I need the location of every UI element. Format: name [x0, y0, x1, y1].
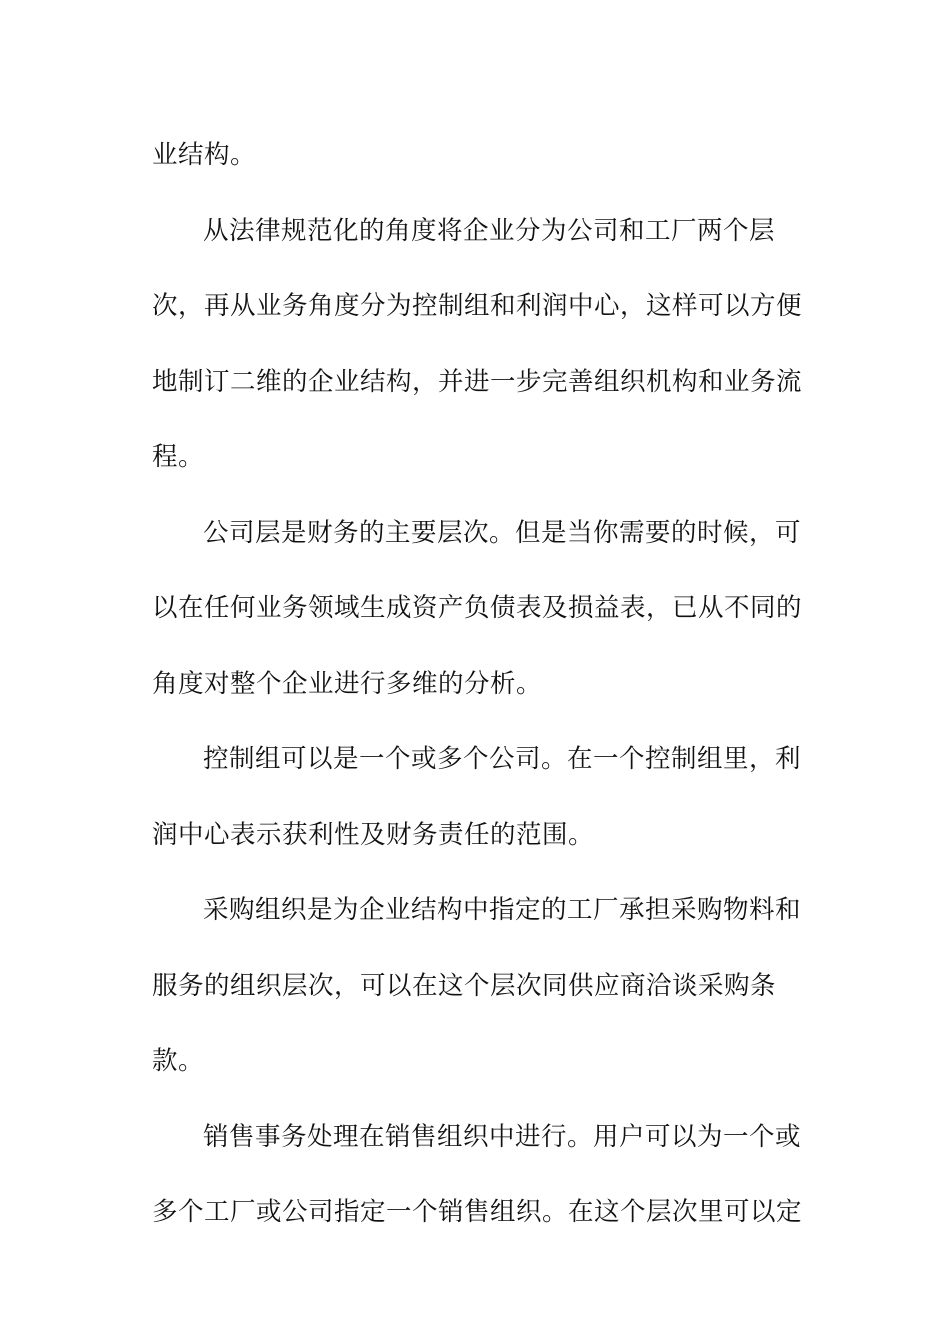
text-line: 润中心表示获利性及财务责任的范围。	[152, 819, 595, 850]
text-line: 服务的组织层次，可以在这个层次同供应商洽谈采购条	[152, 970, 777, 1001]
text-line: 程。	[152, 442, 205, 472]
text-line: 角度对整个企业进行多维的分析。	[152, 668, 543, 699]
paragraph-first-line: 公司层是财务的主要层次。但是当你需要的时候，可	[203, 517, 802, 548]
text-line: 款。	[152, 1046, 205, 1076]
text-line: 次，再从业务角度分为控制组和利润中心，这样可以方便	[152, 291, 803, 321]
paragraph-first-line: 控制组可以是一个或多个公司。在一个控制组里，利	[203, 744, 802, 774]
text-line: 地制订二维的企业结构，并进一步完善组织机构和业务流	[152, 366, 803, 397]
text-line: 以在任何业务领域生成资产负债表及损益表，已从不同的	[152, 593, 803, 623]
paragraph-first-line: 销售事务处理在销售组织中进行。用户可以为一个或	[203, 1121, 802, 1152]
paragraph-first-line: 采购组织是为企业结构中指定的工厂承担采购物料和	[203, 895, 802, 925]
text-line: 多个工厂或公司指定一个销售组织。在这个层次里可以定	[152, 1197, 803, 1227]
paragraph-first-line: 从法律规范化的角度将企业分为公司和工厂两个层	[203, 215, 776, 246]
text-line: 业结构。	[152, 140, 257, 170]
document-body	[152, 118, 803, 1251]
